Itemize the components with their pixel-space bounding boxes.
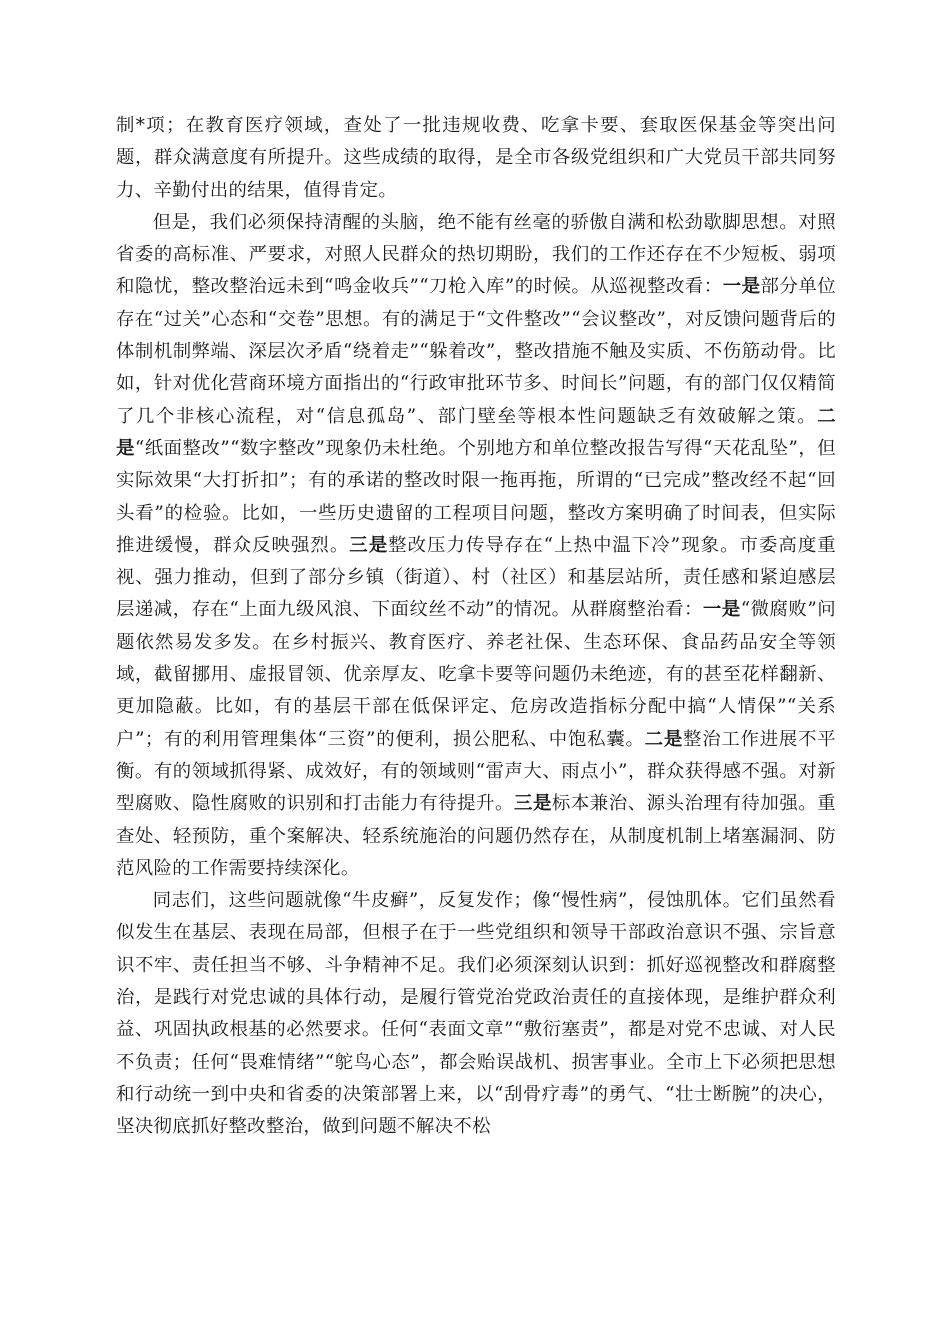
paragraph-text: 整治工作进展不平衡。有的领域抓得紧、成效好，有的领域则“雷声大、雨点小”，群众获得感不强。对新型腐败、隐性腐败的识别和打击能力有待提升。 — [116, 728, 836, 815]
paragraph-text: 同志们，这些问题就像“牛皮癣”，反复发作；像“慢性病”，侵蚀肌体。它们虽然看似发生在基层、表现在局部，但根子在于一些党组织和领导干部政治意识不强、宗旨意识不牢、责任担当不够、斗争精神不足。我们必须深刻认识到：抓好巡视整改和群腐整治，是践行对党忠诚的具体行动，是履行管党治党政治责任的直接体现，是维护群众利益、巩固执政根基的必然要求。任何“表面文章”“敷衍塞责”，都是对党不忠诚、对人民不负责；任何“畏难情绪”“鸵鸟心态”，都会贻误战机、损害事业。全市上下必须把思想和行动统一到中央和省委的决策部署上来，以“刮骨疗毒”的勇气、“壮士断腕”的决心，坚决彻底抓好整改整治，做到问题不解决不松 — [116, 890, 836, 1138]
emphasis-marker: 二是 — [116, 405, 836, 459]
paragraph-text: “微腐败”问题依然易发多发。在乡村振兴、教育医疗、养老社保、生态环保、食品药品安全等领域，截留挪用、虚报冒领、优亲厚友、吃拿卡要等问题仍未绝迹，有的甚至花样翻新、更加隐蔽。比如，有的基层干部在低保评定、危房改造指标分配中搞“人情保”“关系户”；有的利用管理集体“三资”的便利，损公肥私、中饱私囊。 — [116, 599, 836, 750]
body-paragraph — [116, 207, 836, 885]
emphasis-marker: 二是 — [644, 728, 684, 750]
body-paragraph — [116, 110, 836, 207]
paragraph-text: 标本兼治、源头治理有待加强。重查处、轻预防，重个案解决、轻系统施治的问题仍然存在，从制度机制上堵塞漏洞、防范风险的工作需要持续深化。 — [116, 793, 836, 879]
paragraph-text: 制*项；在教育医疗领域，查处了一批违规收费、吃拿卡要、套取医保基金等突出问题，群众满意度有所提升。这些成绩的取得，是全市各级党组织和广大党员干部共同努力、辛勤付出的结果，值得肯定。 — [116, 115, 836, 201]
paragraph-text: 部分单位存在“过关”心态和“交卷”思想。有的满足于“文件整改”“会议整改”，对反馈问题背后的体制机制弊端、深层次矛盾“绕着走”“躲着改”，整改措施不触及实质、不伤筋动骨。比如，针对优化营商环境方面指出的“行政审批环节多、时间长”问题，有的部门仅仅精简了几个非核心流程，对“信息孤岛”、部门壁垒等根本性问题缺乏有效破解之策。 — [116, 276, 837, 427]
paragraph-text: “纸面整改”“数字整改”现象仍未杜绝。个别地方和单位整改报告写得“天花乱坠”，但实际效果“大打折扣”；有的承诺的整改时限一拖再拖，所谓的“已完成”整改经不起“回头看”的检验。比如，一些历史遗留的工程项目问题，整改方案明确了时间表，但实际推进缓慢，群众反映强烈。 — [116, 437, 836, 556]
body-paragraph — [116, 885, 836, 1143]
emphasis-marker: 一是 — [702, 599, 741, 621]
emphasis-marker: 一是 — [722, 276, 761, 298]
emphasis-marker: 三是 — [349, 534, 389, 556]
paragraph-text: 但是，我们必须保持清醒的头脑，绝不能有丝毫的骄傲自满和松劲歇脚思想。对照省委的高标准、严要求，对照人民群众的热切期盼，我们的工作还存在不少短板、弱项和隐忧，整改整治远未到“鸣金收兵”“刀枪入库”的时候。从巡视整改看： — [116, 211, 836, 298]
emphasis-marker: 三是 — [514, 793, 552, 815]
document-page — [116, 110, 836, 1144]
paragraph-text: 整改压力传导存在“上热中温下冷”现象。市委高度重视、强力推动，但到了部分乡镇（街道）、村（社区）和基层站所，责任感和紧迫感层层递减，存在“上面九级风浪、下面纹丝不动”的情况。从群腐整治看： — [116, 534, 836, 621]
